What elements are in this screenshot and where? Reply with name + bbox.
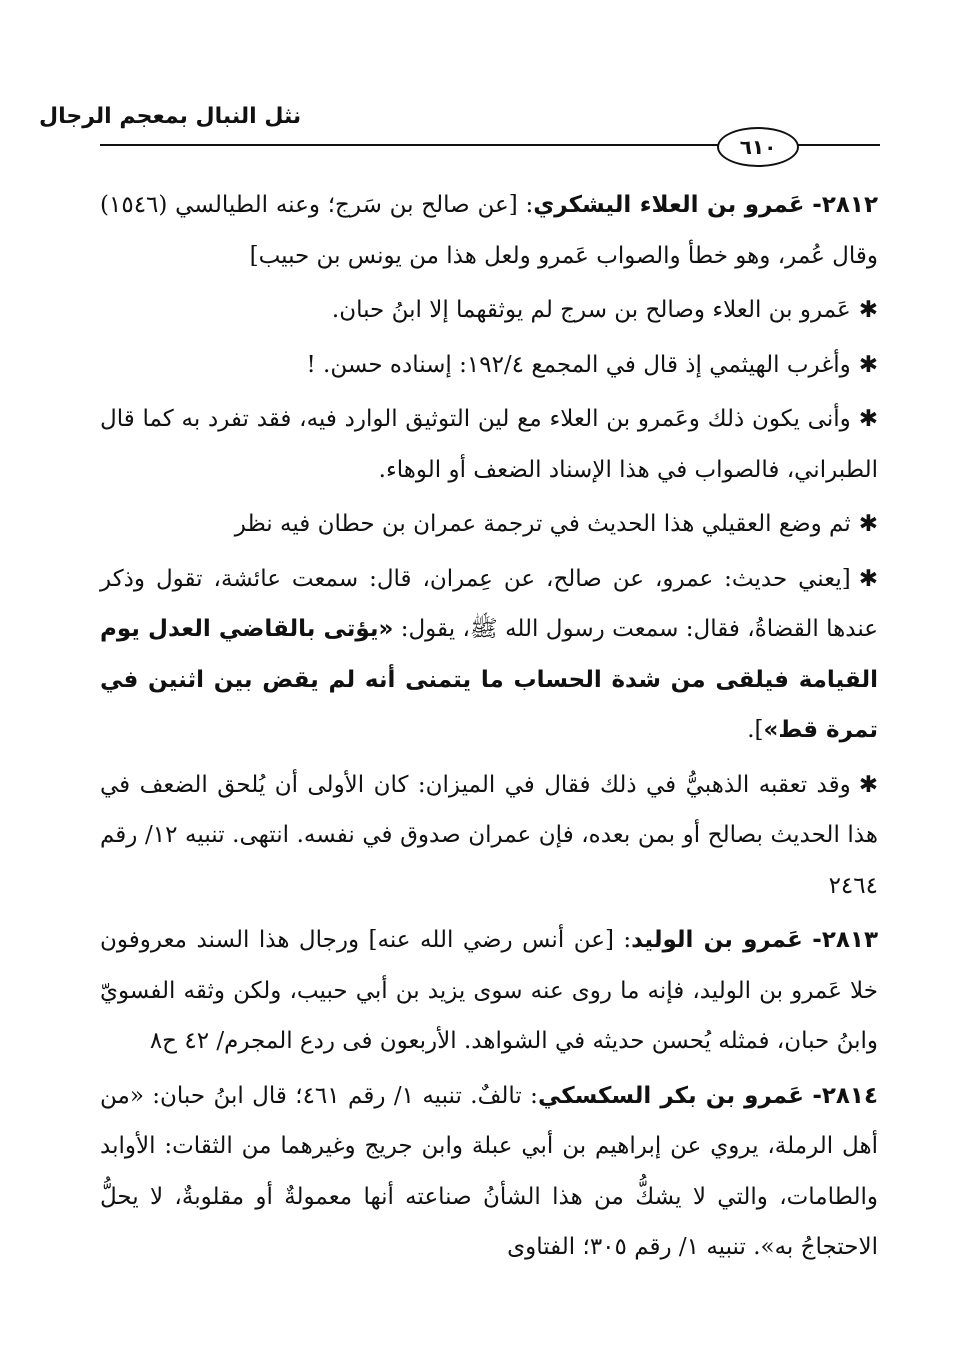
bullet-paragraph xyxy=(100,499,878,550)
entry-name: عَمرو بن بكر السكسكي xyxy=(537,1082,804,1109)
entry-number: ٢٨١٤- xyxy=(812,1082,879,1109)
entry-name: عَمرو بن العلاء اليشكري xyxy=(533,192,805,218)
entry-text: : [عن أنس رضي الله عنه] ورجال هذا السند معروفون خلا عَمرو بن الوليد، فإنه ما روى عنه سوى يزيد بن أبي حبيب، ولكن وثقه الفسويّ وابنُ حبان، فمثله يُحسن حديثه في الشواهد. الأربعون فى ردع المجرم/ ٤٢ ح٨ xyxy=(100,927,878,1054)
entry-number: ٢٨١٣- xyxy=(812,927,878,953)
bullet-paragraph xyxy=(100,554,878,756)
entry-2814 xyxy=(100,1071,878,1273)
entry-2812-heading xyxy=(100,180,878,281)
page-number-badge: ٦١٠ xyxy=(717,127,799,167)
bullet-text: ثم وضع العقيلي هذا الحديث في ترجمة عمران بن حطان فيه نظر xyxy=(234,511,851,537)
entry-2813 xyxy=(100,915,878,1067)
bullet-text: وأنى يكون ذلك وعَمرو بن العلاء مع لين التوثيق الوارد فيه، فقد تفرد به كما قال الطبراني، فالصواب في هذا الإسناد الضعف أو الوهاء. xyxy=(100,406,878,483)
hadith-quote: «يؤتى بالقاضي العدل يوم القيامة فيلقى من شدة الحساب ما يتمنى أنه لم يقض بين اثنين في تمرة قط» xyxy=(100,616,878,743)
bullet-paragraph xyxy=(100,340,878,391)
bullet-icon: ✱ xyxy=(858,771,878,798)
bullet-paragraph xyxy=(100,760,878,912)
bullet-icon: ✱ xyxy=(858,351,878,378)
bullet-icon: ✱ xyxy=(858,565,878,592)
bullet-text: عَمرو بن العلاء وصالح بن سرج لم يوثقهما إلا ابنُ حبان. xyxy=(331,297,851,323)
entry-text: : تالفٌ. تنبيه ١/ رقم ٤٦١؛ قال ابنُ حبان: «من أهل الرملة، يروي عن إبراهيم بن أبي عبلة وابن جريج وغيرهما من الثقات: الأوابد والطامات، والتي لا يشكُّ من هذا الشأنُ صناعته أنها معمولةٌ أو مقلوبةٌ، لا يحلُّ الاحتجاجُ به». تنبيه ١/ رقم ٣٠٥؛ الفتاوى xyxy=(100,1082,878,1260)
body-text xyxy=(100,180,878,1277)
bullet-icon: ✱ xyxy=(858,406,878,432)
entry-number: ٢٨١٢- xyxy=(812,192,878,218)
bullet-text: وأغرب الهيثمي إذ قال في المجمع ١٩٢/٤: إسناده حسن. ! xyxy=(306,351,851,378)
bullet-text: وقد تعقبه الذهبيُّ في ذلك فقال في الميزان: كان الأولى أن يُلحق الضعف في هذا الحديث بصالح أو بمن بعده، فإن عمران صدوق في نفسه. انتهى. تنبيه ١٢/ رقم ٢٤٦٤ xyxy=(100,771,879,899)
bullet-text: [يعني حديث: عمرو، عن صالح، عن عِمران، قال: سمعت عائشة، تقول وذكر عندها القضاةُ، فقال: سمعت رسول الله ﷺ، يقول: xyxy=(100,565,878,642)
running-title: نثل النبال بمعجم الرجال xyxy=(39,104,302,129)
entry-text: : [عن صالح بن سَرج؛ وعنه الطيالسي (١٥٤٦) وقال عُمر، وهو خطأ والصواب عَمرو ولعل هذا من يونس بن حبيب] xyxy=(100,192,878,269)
bullet-paragraph xyxy=(100,394,878,495)
bullet-text-end: ]. xyxy=(747,717,764,743)
bullet-paragraph xyxy=(100,285,878,336)
bullet-icon: ✱ xyxy=(858,511,878,537)
bullet-icon: ✱ xyxy=(858,297,878,323)
entry-name: عَمرو بن الوليد xyxy=(631,927,803,953)
